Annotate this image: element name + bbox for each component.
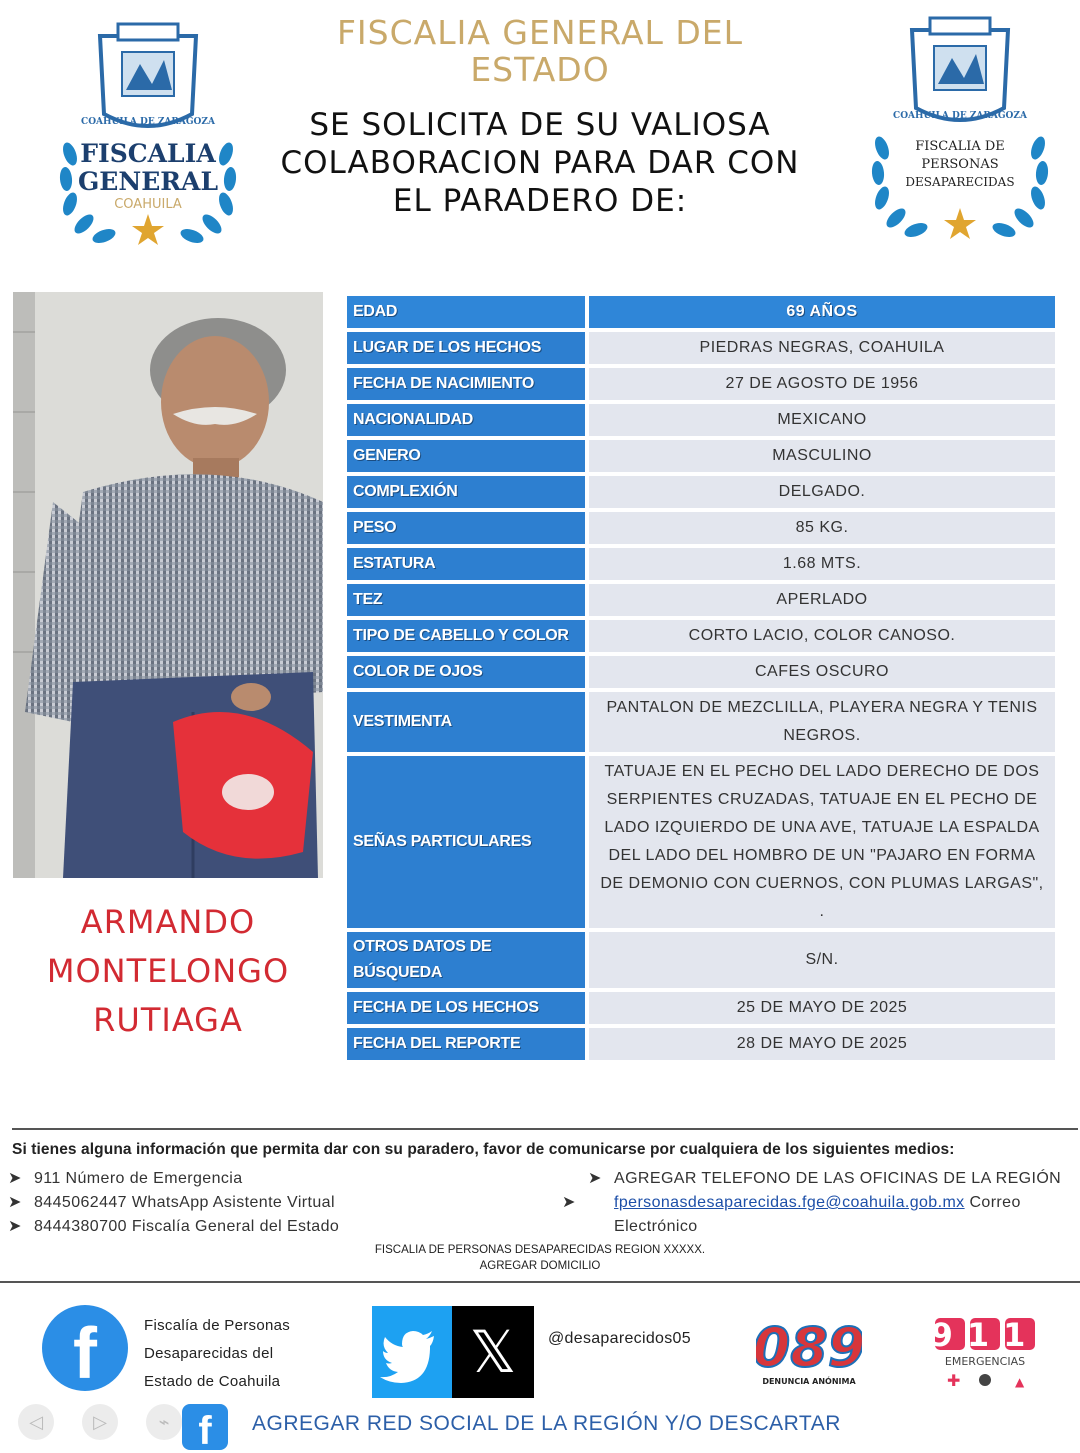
detail-label: OTROS DATOS DE BÚSQUEDA: [347, 932, 585, 988]
table-row: [347, 368, 1055, 400]
table-row: [347, 548, 1055, 580]
table-row: [347, 404, 1055, 436]
list-item: ➤ AGREGAR TELEFONO DE LAS OFICINAS DE LA REGIÓN: [588, 1167, 1078, 1191]
contact-list-right: [562, 1167, 1078, 1239]
detail-value: 85 KG.: [589, 512, 1055, 544]
detail-label: VESTIMENTA: [347, 692, 585, 752]
fiscalia-general-seal: [48, 14, 248, 254]
list-item: ➤ fpersonasdesaparecidas.fge@coahuila.gob.mx Correo Electrónico: [588, 1191, 1078, 1239]
section-divider: [0, 1281, 1080, 1283]
fiscalia-desaparecidas-seal: [860, 8, 1060, 248]
next-arrow-icon[interactable]: ▷: [82, 1404, 118, 1440]
table-row: [347, 692, 1055, 752]
table-row: [347, 584, 1055, 616]
table-row: [347, 296, 1055, 328]
detail-label: TIPO DE CABELLO Y COLOR: [347, 620, 585, 652]
svg-text:DESAPARECIDAS: DESAPARECIDAS: [905, 175, 1015, 189]
svg-text:✚: ✚: [947, 1371, 961, 1390]
detail-value: MASCULINO: [589, 440, 1055, 472]
agency-title: FISCALIA GENERAL DEL ESTADO: [336, 13, 744, 89]
detail-value: CAFES OSCURO: [589, 656, 1055, 688]
svg-text:EMERGENCIAS: EMERGENCIAS: [944, 1355, 1026, 1368]
table-row: [347, 440, 1055, 472]
contact-email-link[interactable]: fpersonasdesaparecidas.fge@coahuila.gob.mx: [614, 1194, 965, 1211]
link-icon[interactable]: ⌁: [146, 1404, 182, 1440]
detail-label: FECHA DE LOS HECHOS: [347, 992, 585, 1024]
detail-value: PIEDRAS NEGRAS, COAHUILA: [589, 332, 1055, 364]
detail-value: 69 AÑOS: [589, 296, 1055, 328]
list-item: ➤ 911 Número de Emergencia: [8, 1167, 568, 1191]
detail-value: 1.68 MTS.: [589, 548, 1055, 580]
detail-value: MEXICANO: [589, 404, 1055, 436]
region-address: FISCALIA DE PERSONAS DESAPARECIDAS REGION XXXXX. AGREGAR DOMICILIO: [374, 1244, 706, 1272]
svg-text:911: 911: [933, 1316, 1039, 1354]
chevron-right-icon: ➤: [8, 1194, 22, 1211]
detail-label: SEÑAS PARTICULARES: [347, 756, 585, 928]
detail-label: GENERO: [347, 440, 585, 472]
svg-text:COAHUILA: COAHUILA: [114, 197, 182, 212]
detail-value: 27 DE AGOSTO DE 1956: [589, 368, 1055, 400]
x-handle: @desaparecidos05: [548, 1330, 691, 1347]
detail-value: 25 DE MAYO DE 2025: [589, 992, 1055, 1024]
detail-value: S/N.: [589, 932, 1055, 988]
table-row: [347, 992, 1055, 1024]
table-row: [347, 756, 1055, 928]
table-row: [347, 1028, 1055, 1060]
svg-text:▲: ▲: [1015, 1375, 1025, 1389]
table-row: [347, 932, 1055, 988]
person-details-table: [347, 292, 1055, 1064]
contact-list-left: [8, 1167, 568, 1239]
facebook-small-icon[interactable]: f: [182, 1404, 228, 1450]
x-logo-icon[interactable]: 𝕏: [452, 1306, 534, 1398]
previous-arrow-icon[interactable]: ◁: [18, 1404, 54, 1440]
denuncia-anonima-logo: [756, 1310, 862, 1390]
detail-label: COLOR DE OJOS: [347, 656, 585, 688]
detail-label: ESTATURA: [347, 548, 585, 580]
twitter-bird-icon[interactable]: [372, 1306, 452, 1398]
detail-value: PANTALON DE MEZCLILLA, PLAYERA NEGRA Y TENIS NEGROS.: [589, 692, 1055, 752]
table-row: [347, 512, 1055, 544]
missing-person-photo: [13, 292, 323, 878]
chevron-right-icon: ➤: [8, 1218, 22, 1235]
contact-instructions: Si tienes alguna información que permita dar con su paradero, favor de comunicarse por cualquiera de los siguientes medios:: [12, 1141, 955, 1158]
svg-text:GENERAL: GENERAL: [77, 167, 219, 196]
detail-label: NACIONALIDAD: [347, 404, 585, 436]
detail-value: 28 DE MAYO DE 2025: [589, 1028, 1055, 1060]
detail-label: TEZ: [347, 584, 585, 616]
detail-label: PESO: [347, 512, 585, 544]
svg-text:FISCALIA: FISCALIA: [80, 139, 216, 168]
detail-value: DELGADO.: [589, 476, 1055, 508]
detail-label: FECHA DEL REPORTE: [347, 1028, 585, 1060]
detail-value: TATUAJE EN EL PECHO DEL LADO DERECHO DE DOS SERPIENTES CRUZADAS, TATUAJE EN EL PECHO DE LADO IZQUIERDO DE UNA AVE, TATUAJE LA ESPALDA DEL LADO DEL HOMBRO DE UN "PAJARO EN FORMA DE DEMONIO CON CUERNOS, CON PLUMAS LARGAS", .: [589, 756, 1055, 928]
table-row: [347, 620, 1055, 652]
list-item: ➤ 8444380700 Fiscalía General del Estado: [8, 1215, 568, 1239]
detail-label: FECHA DE NACIMIENTO: [347, 368, 585, 400]
detail-value: CORTO LACIO, COLOR CANOSO.: [589, 620, 1055, 652]
region-social-placeholder: AGREGAR RED SOCIAL DE LA REGIÓN Y/O DESCARTAR: [252, 1412, 841, 1435]
svg-text:089: 089: [756, 1316, 862, 1379]
detail-label: LUGAR DE LOS HECHOS: [347, 332, 585, 364]
detail-label: EDAD: [347, 296, 585, 328]
svg-text:FISCALIA DE: FISCALIA DE: [915, 139, 1005, 154]
missing-person-name: ARMANDO MONTELONGO RUTIAGA: [46, 903, 290, 1039]
svg-text:COAHUILA DE ZARAGOZA: COAHUILA DE ZARAGOZA: [893, 111, 1027, 121]
emergencias-911-logo: [933, 1316, 1039, 1396]
detail-label: COMPLEXIÓN: [347, 476, 585, 508]
appeal-heading: SE SOLICITA DE SU VALIOSA COLABORACION PARA DAR CON EL PARADERO DE:: [280, 107, 800, 219]
list-item: ➤ 8445062447 WhatsApp Asistente Virtual: [8, 1191, 568, 1215]
chevron-right-icon: ➤: [8, 1170, 22, 1187]
table-row: [347, 656, 1055, 688]
section-divider: [12, 1128, 1078, 1130]
facebook-page-name: Fiscalía de Personas Desaparecidas del Estado de Coahuila: [144, 1317, 291, 1390]
svg-text:COAHUILA DE ZARAGOZA: COAHUILA DE ZARAGOZA: [81, 117, 215, 127]
facebook-icon[interactable]: f: [42, 1305, 128, 1391]
svg-text:PERSONAS: PERSONAS: [921, 157, 999, 172]
detail-value: APERLADO: [589, 584, 1055, 616]
svg-text:DENUNCIA ANÓNIMA: DENUNCIA ANÓNIMA: [762, 1377, 856, 1386]
chevron-right-icon: ➤: [588, 1170, 602, 1187]
table-row: [347, 332, 1055, 364]
chevron-right-icon: ➤: [562, 1194, 576, 1211]
table-row: [347, 476, 1055, 508]
